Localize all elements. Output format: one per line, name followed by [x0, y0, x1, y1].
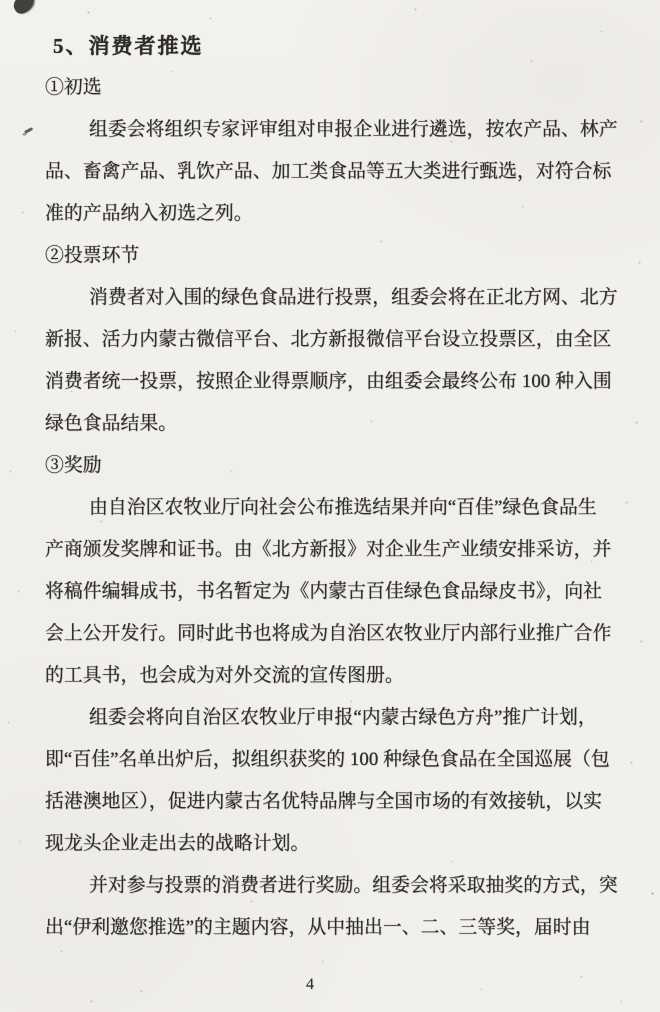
body-line: 组委会将向自治区农牧业厅申报“内蒙古绿色方舟”推广计划，: [89, 707, 597, 728]
section-heading: 5、消费者推选: [53, 34, 204, 58]
body-line: 括港澳地区），促进内蒙古名优特品牌与全国市场的有效接轨，以实: [45, 791, 603, 812]
body-line: 准的产品纳入初选之列。: [45, 203, 253, 224]
scan-noise: [0, 0, 1, 1]
body-line: 绿色食品结果。: [45, 413, 178, 434]
body-line: 现龙头企业走出去的战略计划。: [45, 833, 310, 854]
body-line: 品、畜禽产品、乳饮产品、加工类食品等五大类进行甄选，对符合标: [45, 161, 612, 182]
subsection-label-preliminary: ①初选: [45, 77, 102, 98]
body-line: 出“伊利邀您推选”的主题内容，从中抽出一、二、三等奖，届时由: [45, 917, 591, 938]
body-line: 即“百佳”名单出炉后，拟组织获奖的 100 种绿色食品在全国巡展（包: [45, 749, 610, 770]
body-line: 将稿件编辑成书，书名暂定为《内蒙古百佳绿色食品绿皮书》，向社: [45, 581, 603, 602]
body-line: 组委会将组织专家评审组对申报企业进行遴选，按农产品、林产: [89, 119, 618, 140]
body-line: 由自治区农牧业厅向社会公布推选结果并向“百佳”绿色食品生: [89, 497, 597, 518]
ink-blot-artifact: [10, 0, 38, 17]
subsection-label-voting: ②投票环节: [45, 245, 140, 266]
document-body: [45, 25, 618, 949]
subsection-label-awards: ③奖励: [45, 455, 102, 476]
body-line: 消费者统一投票，按照企业得票顺序，由组委会最终公布 100 种入围: [45, 371, 612, 392]
page-number: 4: [306, 976, 314, 993]
body-line: 产商颁发奖牌和证书。由《北方新报》对企业生产业绩安排采访，并: [45, 539, 612, 560]
body-line: 消费者对入围的绿色食品进行投票，组委会将在正北方网、北方: [89, 287, 618, 308]
body-line: 新报、活力内蒙古微信平台、北方新报微信平台设立投票区，由全区: [45, 329, 612, 350]
pen-tick-artifact: [24, 127, 33, 133]
body-line: 并对参与投票的消费者进行奖励。组委会将采取抽奖的方式，突: [89, 875, 618, 896]
body-line: 的工具书，也会成为对外交流的宣传图册。: [45, 665, 404, 686]
body-line: 会上公开发行。同时此书也将成为自治区农牧业厅内部行业推广合作: [45, 623, 612, 644]
